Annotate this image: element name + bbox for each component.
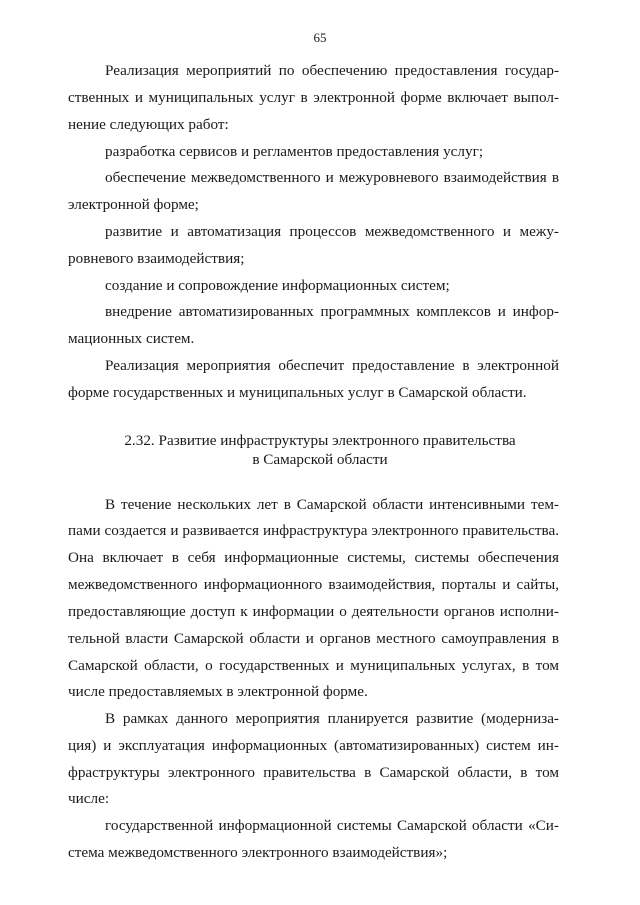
- paragraph-line: форме государственных и муниципальных услуг в Самарской области.: [68, 384, 527, 401]
- paragraph-line: числе:: [68, 790, 110, 807]
- paragraph-line: ственных и муниципальных услуг в электронной форме включает выпол-: [68, 89, 559, 106]
- list-item: развитие и автоматизация процессов межведомственного и межу-: [105, 223, 559, 240]
- paragraph-line: Она включает в себя информационные системы, системы обеспечения: [68, 549, 559, 566]
- paragraph-line: межведомственного информационного взаимодействия, порталы и сайты,: [68, 576, 559, 593]
- paragraph-line: нение следующих работ:: [68, 116, 229, 133]
- paragraph-line: Реализация мероприятий по обеспечению предоставления государ-: [105, 62, 559, 79]
- list-item-continuation: электронной форме;: [68, 196, 199, 213]
- list-item-continuation: стема межведомственного электронного взаимодействия»;: [68, 844, 448, 861]
- paragraph-line: Реализация мероприятия обеспечит предоставление в электронной: [105, 357, 559, 374]
- list-item: разработка сервисов и регламентов предоставления услуг;: [105, 143, 484, 160]
- page-number: 65: [313, 30, 327, 45]
- paragraph-line: ция) и эксплуатация информационных (автоматизированных) систем ин-: [68, 737, 559, 754]
- list-item-continuation: ровневого взаимодействия;: [68, 250, 245, 267]
- list-item: обеспечение межведомственного и межуровневого взаимодействия в: [105, 169, 559, 186]
- paragraph-line: пами создается и развивается инфраструктура электронного правительства.: [68, 522, 559, 539]
- list-item: создание и сопровождение информационных систем;: [105, 277, 450, 294]
- paragraph-line: фраструктуры электронного правительства в Самарской области, в том: [68, 764, 559, 781]
- paragraph-line: Самарской области, о государственных и муниципальных услугах, в том: [68, 657, 559, 674]
- paragraph-line: тельной власти Самарской области и органов местного самоуправления в: [68, 630, 559, 647]
- paragraph-line: В течение нескольких лет в Самарской области интенсивными тем-: [105, 496, 559, 513]
- heading-line: в Самарской области: [252, 451, 388, 468]
- paragraph-line: предоставляющие доступ к информации о деятельности органов исполни-: [68, 603, 559, 620]
- paragraph-line: В рамках данного мероприятия планируется развитие (модерниза-: [105, 710, 559, 727]
- paragraph-line: числе предоставляемых в электронной форме.: [68, 683, 368, 700]
- heading-line: 2.32. Развитие инфраструктуры электронного правительства: [124, 432, 516, 449]
- list-item: государственной информационной системы Самарской области «Си-: [105, 817, 559, 834]
- list-item-continuation: мационных систем.: [68, 330, 195, 347]
- list-item: внедрение автоматизированных программных комплексов и инфор-: [105, 303, 559, 320]
